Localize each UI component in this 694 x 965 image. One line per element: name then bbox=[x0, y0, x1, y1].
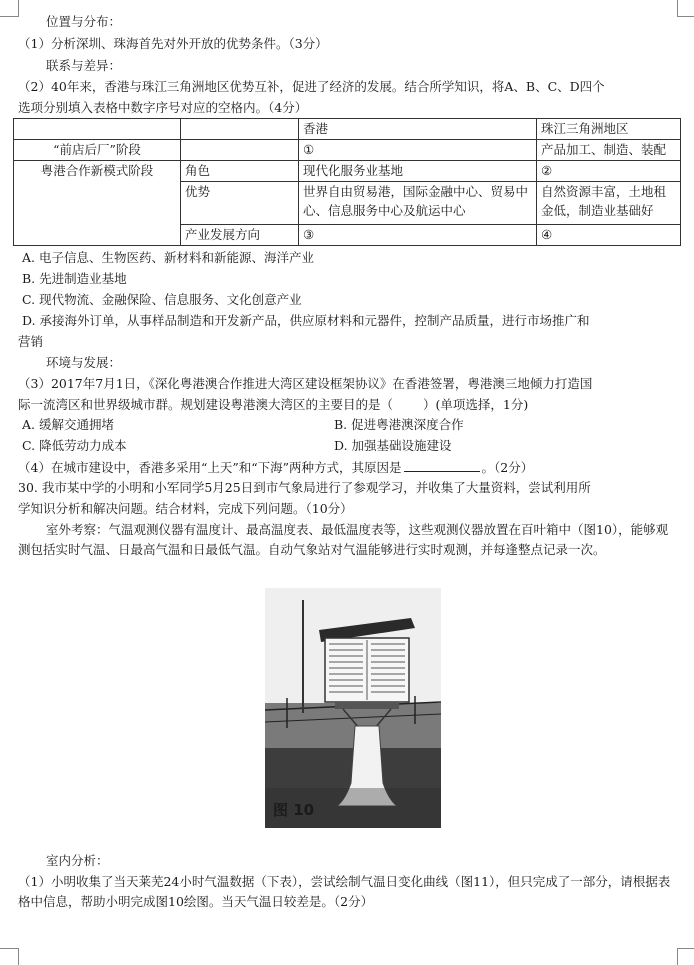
q3-option-b: B. 促进粤港澳深度合作 bbox=[334, 417, 464, 432]
cell-blank-4: ④ bbox=[537, 225, 681, 246]
cell-blank-3: ③ bbox=[299, 225, 537, 246]
row-label-direction: 产业发展方向 bbox=[181, 225, 299, 246]
indoor-analysis-heading: 室内分析： bbox=[46, 853, 109, 868]
row-label-advantage: 优势 bbox=[181, 182, 299, 225]
stage-new-mode: 粤港合作新模式阶段 bbox=[14, 161, 181, 246]
q3-option-a: A. 缓解交通拥堵 bbox=[22, 417, 114, 432]
question-3-line1: （3）2017年7月1日，《深化粤港澳合作推进大湾区建设框架协议》在香港签署，粤港澳三地倾力打造国 bbox=[18, 376, 593, 391]
q3-option-d: D. 加强基础设施建设 bbox=[334, 438, 452, 453]
question-1: （1）分析深圳、珠海首先对外开放的优势条件。（3分） bbox=[18, 36, 328, 51]
option-d-line1: D. 承接海外订单，从事样品制造和开发新产品，供应原材料和元器件，控制产品质量，进行市场推广和 bbox=[22, 313, 590, 328]
table-cell bbox=[181, 140, 299, 161]
crop-mark bbox=[0, 0, 19, 17]
section-heading: 环境与发展： bbox=[46, 355, 122, 370]
weather-shelter-illustration bbox=[265, 588, 441, 828]
question-3-text: 际一流湾区和世界级城市群。规划建设粤港澳大湾区的主要目的是（ bbox=[18, 397, 394, 412]
figure-10-stevenson-screen bbox=[265, 588, 441, 828]
question-4-text: （4）在城市建设中，香港多采用“上天”和“下海”两种方式，其原因是 bbox=[18, 460, 402, 475]
table-cell bbox=[14, 119, 181, 140]
answer-blank bbox=[404, 457, 480, 472]
comparison-table bbox=[13, 118, 681, 246]
question-30-line2: 学知识分析和解决问题。结合材料，完成下列问题。（10分） bbox=[18, 501, 353, 516]
table-row bbox=[14, 140, 681, 161]
question-3-line2 bbox=[18, 395, 674, 415]
table-cell: 产品加工、制造、装配 bbox=[537, 140, 681, 161]
crop-mark bbox=[677, 0, 694, 17]
question-30-line1: 30. 我市某中学的小明和小军同学5月25日到市气象局进行了参观学习，并收集了大量资料，尝试利用所 bbox=[18, 480, 591, 495]
option-c: C. 现代物流、金融保险、信息服务、文化创意产业 bbox=[22, 292, 302, 307]
option-d-line2: 营销 bbox=[18, 334, 44, 349]
crop-mark bbox=[0, 948, 19, 965]
cell-blank-2: ② bbox=[537, 161, 681, 182]
table-cell: 现代化服务业基地 bbox=[299, 161, 537, 182]
option-a: A. 电子信息、生物医药、新材料和新能源、海洋产业 bbox=[22, 250, 314, 265]
cell-blank-1: ① bbox=[299, 140, 537, 161]
table-cell bbox=[181, 119, 299, 140]
crop-mark bbox=[677, 948, 694, 965]
table-row bbox=[14, 161, 681, 182]
section-heading: 位置与分布： bbox=[46, 14, 122, 29]
question-4 bbox=[18, 457, 674, 478]
question-3-score: ）(单项选择，1分) bbox=[423, 397, 529, 412]
question-2-line1: （2）40年来，香港与珠江三角洲地区优势互补，促进了经济的发展。结合所学知识，将A、B、C、D四个 bbox=[18, 79, 605, 94]
header-hongkong: 香港 bbox=[299, 119, 537, 140]
question-30-1: （1）小明收集了当天莱芜24小时气温数据（下表），尝试绘制气温日变化曲线（图11），但只完成了一部分，请根据表格中信息，帮助小明完成图10绘图。当天气温日较差是。（2分） bbox=[18, 874, 671, 909]
section-heading: 联系与差异： bbox=[46, 58, 122, 73]
table-cell: 世界自由贸易港，国际金融中心、贸易中心、信息服务中心及航运中心 bbox=[299, 182, 537, 225]
stage-front-shop: “前店后厂”阶段 bbox=[14, 140, 181, 161]
question-4-score: 。（2分） bbox=[481, 460, 534, 475]
figure-caption: 图 10 bbox=[273, 801, 315, 819]
outdoor-survey: 室外考察：气温观测仪器有温度计、最高温度表、最低温度表等，这些观测仪器放置在百叶箱中（图10），能够观测包括实时气温、日最高气温和日最低气温。自动气象站对气温能够进行实时观测，并每逢整点记录一次。 bbox=[18, 522, 669, 557]
q3-option-c: C. 降低劳动力成本 bbox=[22, 438, 127, 453]
row-label-role: 角色 bbox=[181, 161, 299, 182]
question-2-line2: 选项分别填入表格中数字序号对应的空格内。（4分） bbox=[18, 100, 308, 115]
option-b: B. 先进制造业基地 bbox=[22, 271, 127, 286]
table-cell: 自然资源丰富，土地租金低，制造业基础好 bbox=[537, 182, 681, 225]
header-prd: 珠江三角洲地区 bbox=[537, 119, 681, 140]
table-row bbox=[14, 119, 681, 140]
